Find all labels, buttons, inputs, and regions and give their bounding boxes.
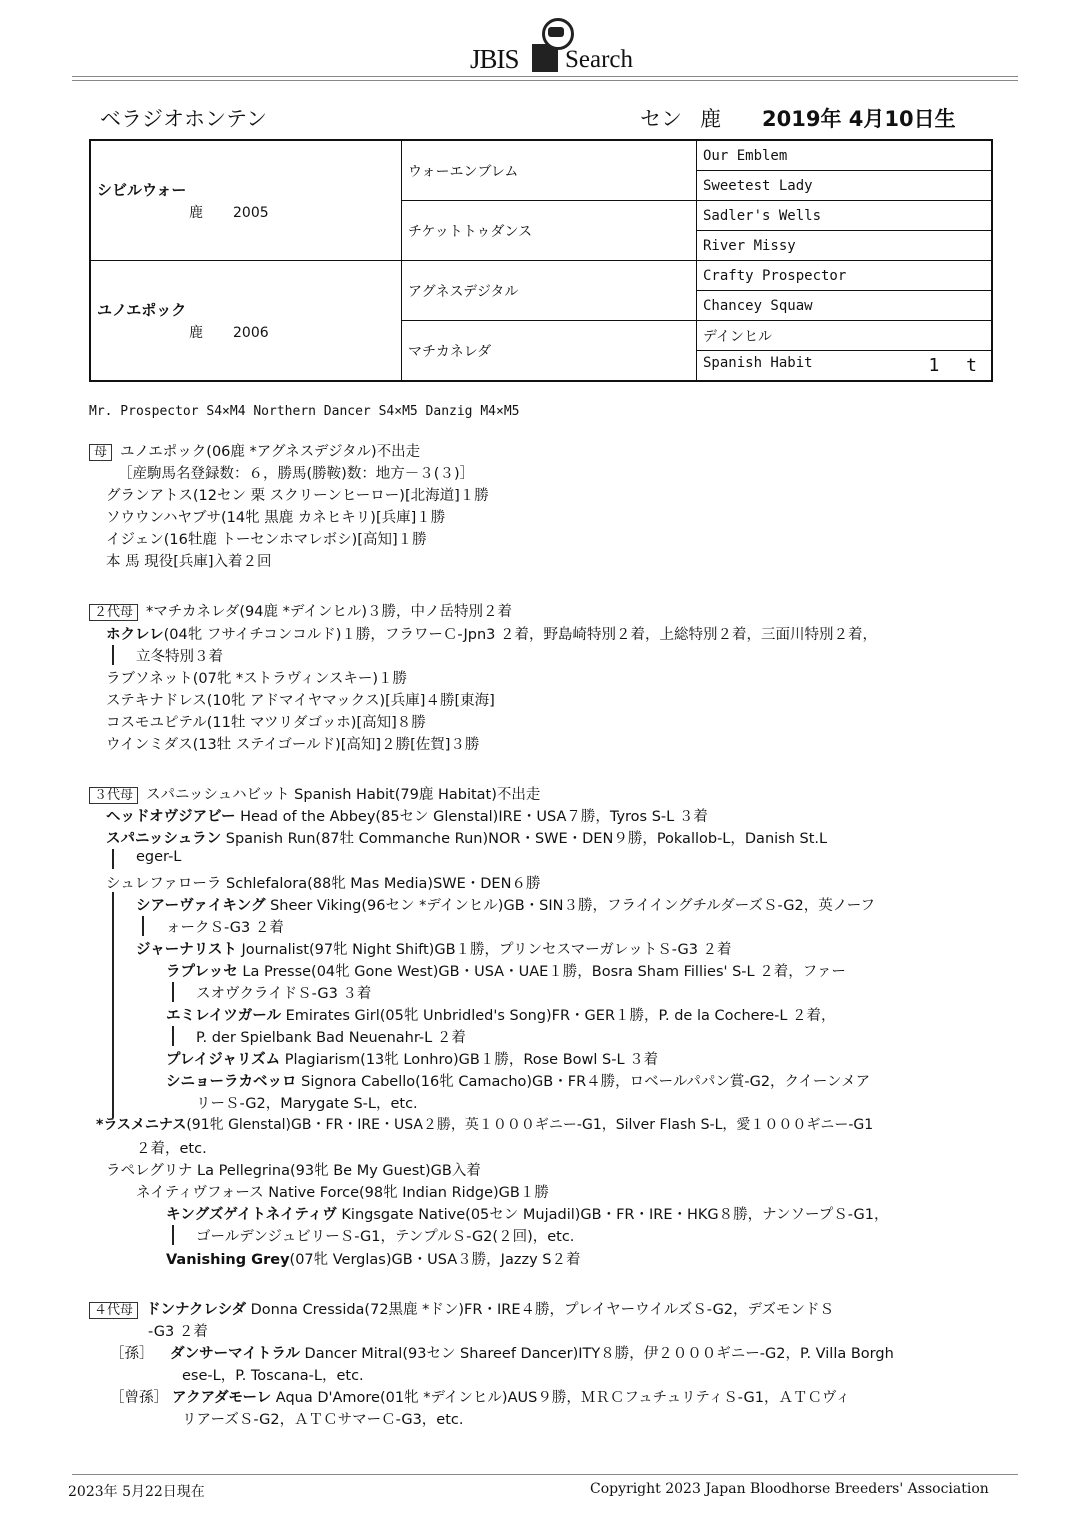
branch-line [172, 1026, 174, 1046]
list-item: シュレファローラ Schlefalora(88牝 Mas Media)SWE・DEN６勝 [106, 876, 541, 892]
horse-record: (04牝 フサイチコンコルド)１勝，フラワーＣ-Jpn3 ２着，野島崎特別２着，上総特別２着，三面川特別２着， [163, 627, 877, 643]
list-item: ［産駒馬名登録数：６，勝馬(勝鞍)数：地方－３(３)］ [118, 466, 475, 482]
pedigree-gen3: River Missy [697, 231, 993, 261]
horse-record: Donna Cressida(72黒鹿 *ドン)FR・IRE４勝，プレイヤーウイルズＳ-G2，デズモンドＳ [246, 1302, 834, 1318]
sire-cell [90, 140, 402, 261]
list-item [166, 960, 846, 981]
pedigree-gen3-last [697, 351, 993, 382]
jbis-search-logo [470, 18, 640, 74]
pedigree-gen3: Crafty Prospector [697, 261, 993, 291]
list-item: ラブソネット(07牝 *ストラヴィンスキー)１勝 [106, 671, 408, 687]
list-item [110, 1342, 894, 1363]
horse-record: Dancer Mitral(93セン Shareef Dancer)ITY８勝，伊２０００ギニー-G2，P. Villa Borgh [299, 1346, 894, 1362]
section-tag: ２代母 [89, 604, 138, 621]
logo-search: Search [565, 46, 634, 73]
horse-name: アクアダモーレ [172, 1390, 272, 1406]
list-item [136, 938, 732, 959]
inbreeding: Mr. Prospector S4×M4 Northern Dancer S4×M5 Danzig M4×M5 [89, 404, 520, 419]
horse-record: (07牝 Verglas)GB・USA３勝，Jazzy S２着 [289, 1252, 581, 1268]
dam-cell [90, 261, 402, 382]
list-item [96, 1114, 873, 1134]
branch-line [172, 1225, 174, 1245]
list-item: ォークＳ-G3 ２着 [166, 920, 284, 936]
horse-record: Signora Cabello(16牝 Camacho)GB・FR４勝，ロベールパパン賞-G2，クイーンメア [296, 1074, 871, 1090]
branch-line [112, 892, 114, 1118]
horse-name: スパニッシュラン [106, 831, 222, 847]
section-3rd-dam [89, 783, 540, 804]
list-item [166, 1048, 658, 1069]
horse-icon [548, 27, 564, 37]
horse-record: Plagiarism(13牝 Lonhro)GB１勝，Rose Bowl S-L ３着 [280, 1052, 659, 1068]
horse-color: 鹿 [700, 107, 721, 131]
list-item [106, 623, 877, 644]
list-item: ウインミダス(13牡 ステイゴールド)[高知]２勝[佐賀]３勝 [106, 737, 480, 753]
pedigree-gen3: Spanish Habit [703, 355, 813, 371]
horse-record: Spanish Run(87牡 Commanche Run)NOR・SWE・DEN９勝，Pokallob-L，Danish St.L [221, 831, 828, 847]
horse-record: Head of the Abbey(85セン Glenstal)IRE・USA７勝，Tyros S-L ３着 [235, 809, 708, 825]
list-item: ゴールデンジュビリーＳ-G1，テンプルＳ-G2(２回)，etc. [196, 1229, 575, 1245]
list-item [166, 1248, 580, 1269]
section-text: *マチカネレダ(94鹿 *デインヒル)３勝，中ノ岳特別２着 [146, 604, 513, 620]
section-tag: ４代母 [89, 1302, 138, 1319]
list-item: ステキナドレス(10牝 アドマイヤマックス)[兵庫]４勝[東海] [106, 693, 495, 709]
header-rule [72, 80, 1018, 81]
list-item: 本 馬 現役[兵庫]入着２回 [106, 554, 272, 570]
horse-name: ドンナクレシダ [146, 1302, 246, 1318]
section-2nd-dam [89, 600, 512, 621]
footer-rule [72, 1474, 1018, 1475]
sire-color: 鹿 [189, 205, 203, 221]
list-item [106, 805, 708, 826]
list-item: ネイティヴフォース Native Force(98牝 Indian Ridge)GB１勝 [136, 1185, 549, 1201]
family-number: 1 t [928, 355, 985, 376]
horse-sex: セン [640, 107, 682, 131]
list-item: リアーズＳ-G2，ＡＴＣサマーＣ-G3，etc. [182, 1412, 464, 1428]
dam-name: ユノエポック [97, 301, 187, 319]
horse-record: Sheer Viking(96セン *デインヒル)GB・SIN３勝，フライイングチルダーズＳ-G2，英ノーフ [265, 898, 876, 914]
list-item: ese-L，P. Toscana-L，etc. [182, 1368, 364, 1384]
relation-label: ［曾孫］ [110, 1390, 168, 1406]
dam-year: 2006 [233, 325, 269, 341]
branch-line [112, 645, 114, 665]
list-item: eger-L [136, 849, 182, 865]
pedigree-gen3: Our Emblem [697, 140, 993, 171]
horse-name: プレイジャリズム [166, 1052, 281, 1068]
section-tag: 母 [89, 444, 112, 461]
horse-record: Aqua D'Amore(01牝 *デインヒル)AUS９勝，ＭＲＣフュチュリティＳ-G1，ＡＴＣヴィ [271, 1390, 851, 1406]
horse-name: シニョーラカベッロ [166, 1074, 297, 1090]
list-item: グランアトス(12セン 栗 スクリーンヒーロー)[北海道]１勝 [106, 488, 489, 504]
horse-name: ジャーナリスト [136, 942, 237, 958]
horse-name: *ラスメニナス [96, 1117, 187, 1133]
footer-date: 2023年 5月22日現在 [68, 1484, 205, 1500]
pedigree-table [89, 139, 993, 382]
list-item [166, 1203, 888, 1224]
list-item: -G3 ２着 [148, 1324, 208, 1340]
horse-dob: 2019年 4月10日生 [762, 107, 956, 131]
horse-record: Kingsgate Native(05セン Mujadil)GB・FR・IRE・HKG８勝，ナンソープＳ-G1， [336, 1207, 889, 1223]
section-dam-line [89, 440, 420, 461]
list-item [166, 1004, 836, 1025]
pedigree-gen3: デインヒル [697, 321, 993, 351]
list-item: 立冬特別３着 [136, 649, 223, 665]
pedigree-gen3: Chancey Squaw [697, 291, 993, 321]
section-text: スパニッシュハビット Spanish Habit(79鹿 Habitat)不出走 [146, 787, 541, 803]
footer-copyright: Copyright 2023 Japan Bloodhorse Breeders' Association [590, 1481, 989, 1497]
horse-record: (91牝 Glenstal)GB・FR・IRE・USA２勝，英１０００ギニー-G1，Silver Flash S-L，愛１０００ギニー-G1 [186, 1117, 874, 1133]
branch-line [112, 849, 114, 869]
sire-name: シビルウォー [97, 181, 187, 199]
horse-name: シアーヴァイキング [136, 898, 266, 914]
list-item [166, 1070, 870, 1091]
pedigree-gen3: Sadler's Wells [697, 201, 993, 231]
pedigree-gen2: チケットトゥダンス [402, 201, 697, 261]
horse-name: ヘッドオヴジアビー [106, 809, 236, 825]
section-text: ユノエポック(06鹿 *アグネスデジタル)不出走 [120, 444, 421, 460]
horse-name: ホクレレ [106, 627, 164, 643]
list-item: ２着，etc. [136, 1141, 207, 1157]
horse-name: Vanishing Grey [166, 1252, 290, 1268]
horse-name: ベラジオホンテン [100, 107, 267, 131]
pedigree-gen2: ウォーエンブレム [402, 140, 697, 201]
horse-name: キングズゲイトネイティヴ [166, 1207, 337, 1223]
list-item: ラペレグリナ La Pellegrina(93牝 Be My Guest)GB入着 [106, 1163, 481, 1179]
list-item: スオヴクライドＳ-G3 ３着 [196, 986, 372, 1002]
section-tag: ３代母 [89, 787, 138, 804]
pedigree-gen2: アグネスデジタル [402, 261, 697, 321]
pedigree-gen3: Sweetest Lady [697, 171, 993, 201]
horse-record: La Presse(04牝 Gone West)GB・USA・UAE１勝，Bosra Sham Fillies' S-L ２着，ファー [237, 964, 846, 980]
list-item [136, 894, 875, 915]
horse-name: エミレイツガール [166, 1008, 281, 1024]
list-item: リーＳ-G2，Marygate S-L，etc. [196, 1096, 418, 1112]
horse-name: ダンサーマイトラル [170, 1346, 300, 1362]
list-item [110, 1386, 850, 1407]
horse-name: ラプレッセ [166, 964, 238, 980]
branch-line [172, 982, 174, 1002]
list-item: イジェン(16牡鹿 トーセンホマレボシ)[高知]１勝 [106, 532, 427, 548]
section-4th-dam [89, 1298, 834, 1319]
list-item: コスモユピテル(11牡 マツリダゴッホ)[高知]８勝 [106, 715, 426, 731]
list-item [106, 827, 827, 848]
horse-record: Journalist(97牝 Night Shift)GB１勝，プリンセスマーガレットＳ-G3 ２着 [236, 942, 732, 958]
list-item: P. der Spielbank Bad Neuenahr-L ２着 [196, 1030, 466, 1046]
dam-color: 鹿 [189, 325, 203, 341]
pedigree-gen2: マチカネレダ [402, 321, 697, 382]
relation-label: ［孫］ [110, 1346, 154, 1362]
list-item: ソウウンハヤブサ(14牝 黒鹿 カネヒキリ)[兵庫]１勝 [106, 510, 446, 526]
sire-year: 2005 [233, 205, 269, 221]
logo-jbis: JBIS [470, 44, 519, 74]
header-rule [72, 76, 1018, 77]
horse-record: Emirates Girl(05牝 Unbridled's Song)FR・GER１勝，P. de la Cochere-L ２着， [280, 1008, 836, 1024]
branch-line [142, 916, 144, 936]
